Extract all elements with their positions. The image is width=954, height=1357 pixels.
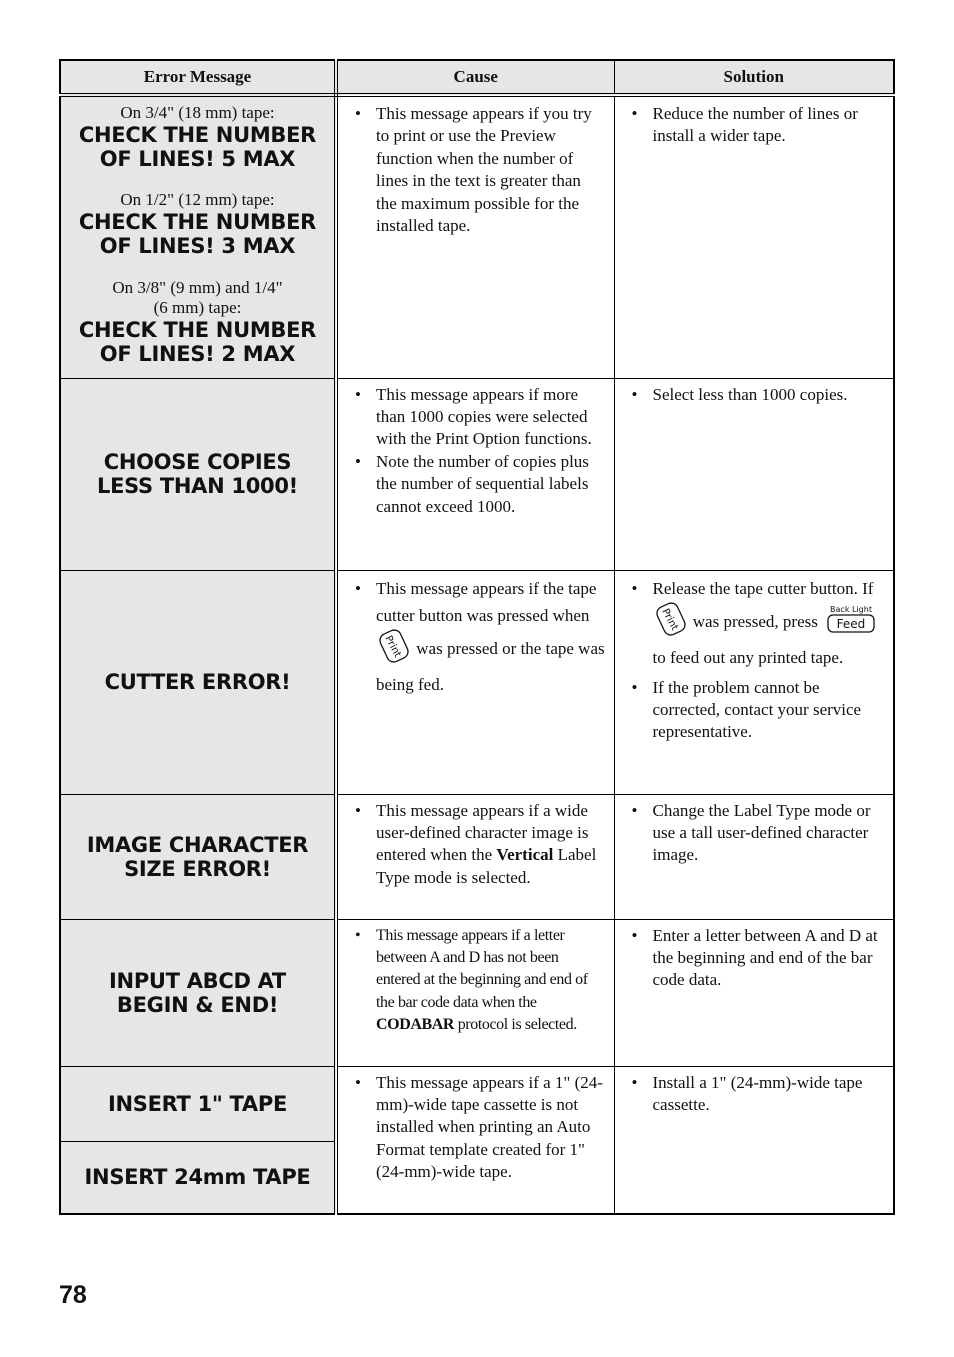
cause-cell	[336, 919, 614, 1066]
error-cell	[60, 95, 336, 378]
solution-cell	[614, 570, 894, 794]
error-tape-note: On 3/8" (9 mm) and 1/4"	[112, 278, 283, 297]
cause-cell	[336, 1066, 614, 1214]
cause-text: was pressed or the tape was being fed.	[376, 638, 605, 694]
header-solution: Solution	[614, 60, 894, 95]
table-row	[60, 378, 894, 570]
error-message-text: CUTTER ERROR!	[104, 670, 291, 694]
cause-text: This message appears if a letter between A and D has not been entered at the beginning and end of the bar code data when the	[376, 926, 588, 1011]
cause-cell	[336, 95, 614, 378]
table-row	[60, 919, 894, 1066]
solution-cell	[614, 919, 894, 1066]
print-key-label: Print	[382, 633, 403, 659]
feed-key-icon	[824, 604, 878, 642]
print-key-icon	[378, 629, 410, 671]
cause-text: This message appears if a wide user-defined character image is entered when the	[376, 800, 589, 865]
error-message-text: CHECK THE NUMBER	[78, 210, 317, 234]
error-message-text: INPUT ABCD AT	[109, 968, 286, 993]
cause-bullet: • Note the number of copies plus the number of sequential labels cannot exceed 1000.	[355, 451, 606, 518]
table-header-row	[60, 60, 894, 95]
cause-bullet	[355, 800, 606, 890]
solution-text: Release the tape cutter button. If	[652, 578, 874, 598]
cause-bold-text: Vertical	[496, 845, 554, 865]
solution-bullet: • Select less than 1000 copies.	[632, 384, 886, 406]
print-key-icon	[655, 602, 687, 644]
error-cell	[60, 1066, 336, 1141]
cause-cell	[336, 570, 614, 794]
error-message-text: LESS THAN 1000!	[97, 474, 298, 498]
solution-text: was pressed, press	[692, 611, 818, 631]
error-tape-note: (6 mm) tape:	[153, 298, 242, 317]
feed-key-label: Feed	[836, 616, 866, 631]
error-message-text: CHECK THE NUMBER	[78, 123, 317, 147]
header-error-message: Error Message	[60, 60, 336, 95]
error-message-text: CHECK THE NUMBER	[78, 318, 317, 342]
cause-text: Label Type mode is selected.	[376, 845, 597, 887]
solution-cell	[614, 95, 894, 378]
error-tape-note: On 1/2" (12 mm) tape:	[120, 190, 275, 209]
cause-bullet	[355, 925, 606, 1037]
solution-cell	[614, 794, 894, 919]
solution-bullet	[632, 575, 886, 671]
error-tape-note: On 3/4" (18 mm) tape:	[120, 103, 275, 122]
error-message-text: OF LINES! 5 MAX	[99, 147, 296, 171]
error-cell	[60, 919, 336, 1066]
error-message-text: OF LINES! 2 MAX	[99, 342, 296, 366]
solution-text: to feed out any printed tape.	[652, 647, 844, 667]
solution-bullet: • If the problem cannot be corrected, contact your service representative.	[632, 677, 886, 744]
error-cell	[60, 378, 336, 570]
solution-bullet: • Install a 1" (24-mm)-wide tape cassette.	[632, 1072, 886, 1117]
error-message-text: CHOOSE COPIES	[103, 450, 292, 474]
cause-bullet: • This message appears if more than 1000 copies were selected with the Print Option functions.	[355, 384, 606, 451]
page-number: 78	[59, 1281, 87, 1309]
solution-cell	[614, 1066, 894, 1214]
error-cell	[60, 570, 336, 794]
error-message-text: OF LINES! 3 MAX	[99, 234, 296, 258]
header-cause: Cause	[336, 60, 614, 95]
solution-cell	[614, 378, 894, 570]
cause-text: protocol is selected.	[457, 1016, 577, 1034]
print-key-label: Print	[658, 606, 680, 632]
table-row	[60, 1066, 894, 1141]
error-message-text: SIZE ERROR!	[124, 856, 271, 881]
table-row	[60, 794, 894, 919]
cause-bold-text: CODABAR	[376, 1016, 455, 1034]
table-row	[60, 95, 894, 378]
error-message-text: BEGIN & END!	[116, 992, 279, 1017]
error-message-text: INSERT 24mm TAPE	[84, 1165, 311, 1190]
error-cell	[60, 1141, 336, 1214]
backlight-label: Back Light	[830, 604, 873, 614]
solution-bullet: • Enter a letter between A and D at the beginning and end of the bar code data.	[632, 925, 886, 992]
cause-cell	[336, 794, 614, 919]
cause-bullet	[355, 575, 606, 698]
error-cell	[60, 794, 336, 919]
error-message-text: INSERT 1" TAPE	[107, 1091, 288, 1116]
solution-bullet: • Change the Label Type mode or use a tall user-defined character image.	[632, 800, 886, 867]
table-row	[60, 570, 894, 794]
error-message-text: IMAGE CHARACTER	[86, 832, 309, 857]
cause-text: This message appears if the tape cutter button was pressed when	[376, 578, 597, 625]
cause-bullet: • This message appears if you try to print or use the Preview function when the number of lines in the text is greater than the maximum possible for the installed tape.	[355, 103, 606, 237]
error-message-table	[59, 59, 895, 1215]
cause-cell	[336, 378, 614, 570]
cause-bullet: • This message appears if a 1" (24-mm)-wide tape cassette is not installed when printing an Auto Format template created for 1" (24-mm)-wide tape.	[355, 1072, 606, 1184]
solution-bullet: • Reduce the number of lines or install a wider tape.	[632, 103, 886, 148]
